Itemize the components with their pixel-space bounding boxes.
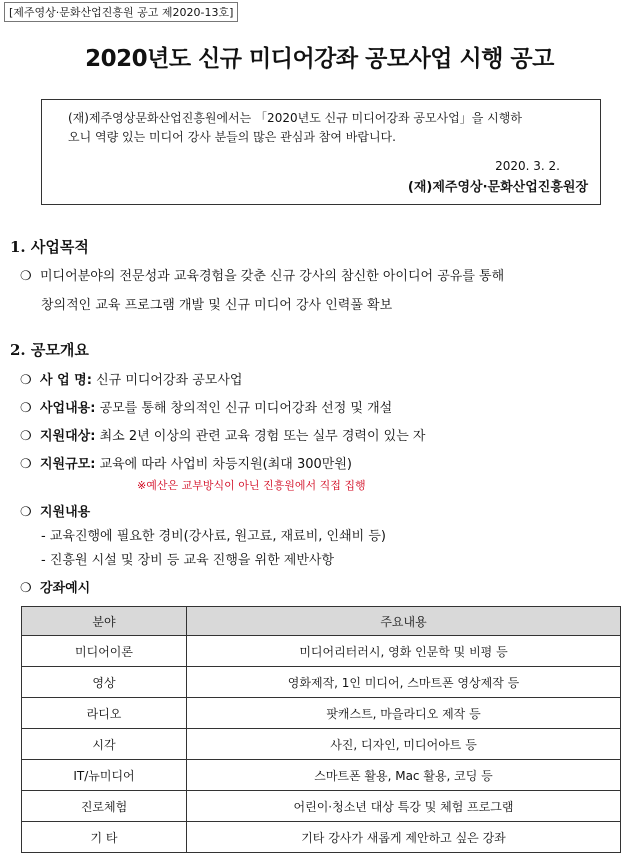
table-cell-content: 미디어리터러시, 영화 인문학 및 비평 등: [187, 636, 621, 667]
table-cell-field: 라디오: [22, 698, 187, 729]
table-row: [22, 698, 621, 729]
table-cell-field: 진로체험: [22, 791, 187, 822]
table-cell-field: 미디어이론: [22, 636, 187, 667]
overview-item-scale: ❍ 지원규모: 교육에 따라 사업비 차등지원(최대 300만원): [20, 457, 352, 472]
table-row: [22, 822, 621, 853]
page-title: 2020년도 신규 미디어강좌 공모사업 시행 공고: [85, 46, 554, 72]
table-cell-content: 스마트폰 활용, Mac 활용, 코딩 등: [187, 760, 621, 791]
bullet-icon: ❍: [20, 401, 32, 416]
column-header-field: 분야: [22, 607, 187, 636]
bullet-icon: ❍: [20, 269, 32, 284]
bullet-icon: ❍: [20, 457, 32, 472]
budget-note: ※예산은 교부방식이 아닌 진흥원에서 직접 집행: [137, 479, 366, 492]
examples-heading: ❍ 강좌예시: [20, 581, 91, 596]
table-cell-field: 영상: [22, 667, 187, 698]
overview-item-name: ❍ 사 업 명: 신규 미디어강좌 공모사업: [20, 373, 243, 388]
issuer-name: (재)제주영상·문화산업진흥원장: [407, 180, 588, 195]
support-heading: ❍ 지원내용: [20, 505, 91, 520]
column-header-content: 주요내용: [187, 607, 621, 636]
intro-line-1: (재)제주영상문화산업진흥원에서는 「2020년도 신규 미디어강좌 공모사업」을 시행하: [68, 111, 522, 125]
section-1-line-1: ❍ 미디어분야의 전문성과 교육경험을 갖춘 신규 강사의 참신한 아이디어 공유를 통해: [20, 269, 505, 284]
intro-box: [41, 99, 601, 205]
section-1-heading: 1. 사업목적: [10, 238, 89, 256]
notice-date: 2020. 3. 2.: [495, 159, 560, 173]
section-1-line-2: 창의적인 교육 프로그램 개발 및 신규 미디어 강사 인력풀 확보: [41, 298, 393, 313]
table-cell-content: 사진, 디자인, 미디어아트 등: [187, 729, 621, 760]
overview-item-target: ❍ 지원대상: 최소 2년 이상의 관련 교육 경험 또는 실무 경력이 있는 자: [20, 429, 426, 444]
course-examples-table: [21, 606, 621, 853]
table-row: [22, 636, 621, 667]
bullet-icon: ❍: [20, 505, 32, 520]
table-cell-field: 시각: [22, 729, 187, 760]
bullet-icon: ❍: [20, 429, 32, 444]
table-row: [22, 760, 621, 791]
intro-line-2: 오니 역량 있는 미디어 강사 분들의 많은 관심과 참여 바랍니다.: [68, 130, 396, 144]
support-item-2: - 진흥원 시설 및 장비 등 교육 진행을 위한 제반사항: [41, 553, 335, 568]
table-header-row: [22, 607, 621, 636]
table-row: [22, 791, 621, 822]
table-cell-content: 팟캐스트, 마을라디오 제작 등: [187, 698, 621, 729]
table-cell-field: IT/뉴미디어: [22, 760, 187, 791]
table-cell-content: 영화제작, 1인 미디어, 스마트폰 영상제작 등: [187, 667, 621, 698]
notice-number: [제주영상·문화산업진흥원 공고 제2020-13호]: [4, 2, 238, 22]
table-row: [22, 729, 621, 760]
table-cell-content: 기타 강사가 새롭게 제안하고 싶은 강좌: [187, 822, 621, 853]
support-item-1: - 교육진행에 필요한 경비(강사료, 원고료, 재료비, 인쇄비 등): [41, 529, 386, 544]
bullet-icon: ❍: [20, 373, 32, 388]
bullet-icon: ❍: [20, 581, 32, 596]
table-cell-content: 어린이·청소년 대상 특강 및 체험 프로그램: [187, 791, 621, 822]
section-2-heading: 2. 공모개요: [10, 341, 89, 359]
table-cell-field: 기 타: [22, 822, 187, 853]
table-row: [22, 667, 621, 698]
overview-item-content: ❍ 사업내용: 공모를 통해 창의적인 신규 미디어강좌 선정 및 개설: [20, 401, 393, 416]
